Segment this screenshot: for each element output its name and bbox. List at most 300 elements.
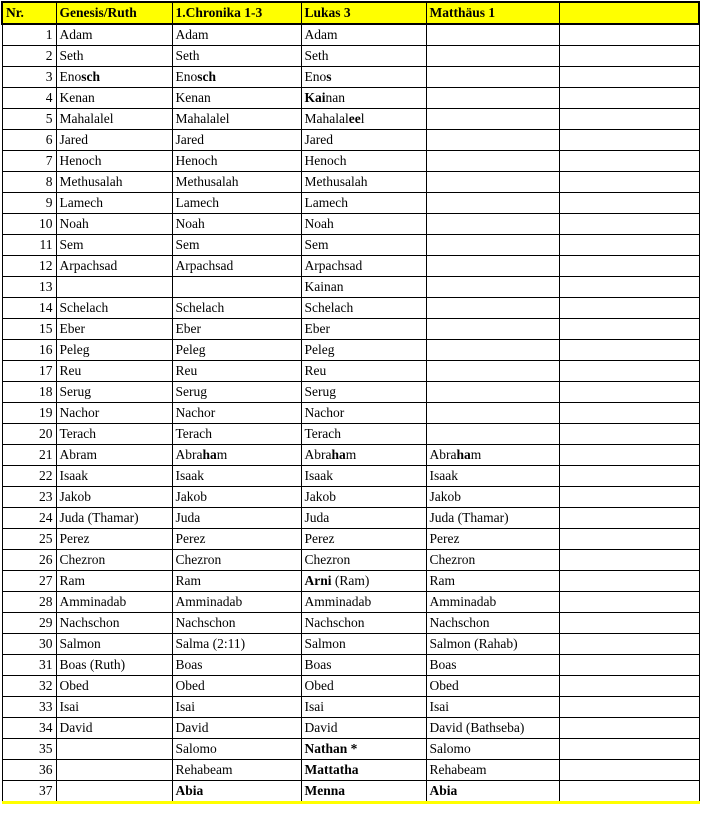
cell-text: ha — [456, 447, 471, 462]
row-number-cell[interactable]: 31 — [2, 655, 56, 676]
cell-text: Salma (2:11) — [175, 636, 246, 651]
chronika-cell[interactable] — [172, 571, 301, 592]
row-number-cell[interactable]: 10 — [2, 214, 56, 235]
cell-text: m — [345, 447, 357, 462]
empty-cell[interactable] — [559, 193, 699, 214]
table-row — [2, 424, 699, 445]
header-nr[interactable]: Nr. — [2, 2, 56, 24]
row-number-cell[interactable]: 18 — [2, 382, 56, 403]
cell-text: Isaak — [304, 468, 333, 483]
chronika-cell[interactable] — [172, 214, 301, 235]
genesis-cell[interactable] — [56, 277, 172, 298]
lukas-cell[interactable] — [301, 781, 426, 803]
empty-cell[interactable] — [559, 655, 699, 676]
genesis-cell[interactable] — [56, 214, 172, 235]
cell-text: Ram — [175, 573, 201, 588]
empty-cell[interactable] — [559, 697, 699, 718]
cell-text: Abia — [175, 783, 204, 798]
chronika-cell[interactable] — [172, 46, 301, 67]
matthaeus-cell[interactable] — [426, 739, 559, 760]
row-number-cell[interactable]: 33 — [2, 697, 56, 718]
cell-text: Obed — [175, 678, 205, 693]
cell-text: Jared — [59, 132, 88, 147]
lukas-cell[interactable] — [301, 613, 426, 634]
genesis-cell[interactable] — [56, 781, 172, 803]
table-row — [2, 697, 699, 718]
matthaeus-cell[interactable] — [426, 466, 559, 487]
row-number-cell[interactable]: 5 — [2, 109, 56, 130]
row-number-cell[interactable]: 28 — [2, 592, 56, 613]
chronika-cell[interactable] — [172, 634, 301, 655]
chronika-cell[interactable] — [172, 697, 301, 718]
empty-cell[interactable] — [559, 214, 699, 235]
cell-text: Abra — [175, 447, 203, 462]
lukas-cell[interactable] — [301, 277, 426, 298]
empty-cell[interactable] — [559, 403, 699, 424]
matthaeus-cell[interactable] — [426, 214, 559, 235]
empty-cell[interactable] — [559, 382, 699, 403]
chronika-cell[interactable] — [172, 655, 301, 676]
matthaeus-cell[interactable] — [426, 571, 559, 592]
row-number-cell[interactable]: 35 — [2, 739, 56, 760]
table-row — [2, 298, 699, 319]
row-number-cell[interactable]: 9 — [2, 193, 56, 214]
matthaeus-cell[interactable] — [426, 529, 559, 550]
row-number-cell[interactable]: 32 — [2, 676, 56, 697]
lukas-cell[interactable] — [301, 361, 426, 382]
chronika-cell[interactable] — [172, 235, 301, 256]
row-number-cell[interactable]: 12 — [2, 256, 56, 277]
matthaeus-cell[interactable] — [426, 298, 559, 319]
genesis-cell[interactable] — [56, 592, 172, 613]
lukas-cell[interactable] — [301, 466, 426, 487]
matthaeus-cell[interactable] — [426, 676, 559, 697]
table-row — [2, 655, 699, 676]
row-number-cell[interactable]: 11 — [2, 235, 56, 256]
empty-cell[interactable] — [559, 424, 699, 445]
chronika-cell[interactable] — [172, 613, 301, 634]
row-number-cell[interactable]: 22 — [2, 466, 56, 487]
empty-cell[interactable] — [559, 508, 699, 529]
genesis-cell[interactable] — [56, 529, 172, 550]
matthaeus-cell[interactable] — [426, 655, 559, 676]
matthaeus-cell[interactable] — [426, 508, 559, 529]
row-number-cell[interactable]: 34 — [2, 718, 56, 739]
matthaeus-cell[interactable] — [426, 319, 559, 340]
genesis-cell[interactable] — [56, 130, 172, 151]
matthaeus-cell[interactable] — [426, 361, 559, 382]
row-number-cell[interactable]: 3 — [2, 67, 56, 88]
lukas-cell[interactable] — [301, 445, 426, 466]
lukas-cell[interactable] — [301, 24, 426, 46]
chronika-cell[interactable] — [172, 151, 301, 172]
genesis-cell[interactable] — [56, 67, 172, 88]
chronika-cell[interactable] — [172, 24, 301, 46]
matthaeus-cell[interactable] — [426, 172, 559, 193]
table-row — [2, 151, 699, 172]
matthaeus-cell[interactable] — [426, 130, 559, 151]
row-number-cell[interactable]: 25 — [2, 529, 56, 550]
empty-cell[interactable] — [559, 361, 699, 382]
matthaeus-cell[interactable] — [426, 193, 559, 214]
cell-text: ha — [202, 447, 217, 462]
table-row — [2, 130, 699, 151]
lukas-cell[interactable] — [301, 235, 426, 256]
matthaeus-cell[interactable] — [426, 235, 559, 256]
lukas-cell[interactable] — [301, 340, 426, 361]
empty-cell[interactable] — [559, 298, 699, 319]
lukas-cell[interactable] — [301, 676, 426, 697]
lukas-cell[interactable] — [301, 67, 426, 88]
genesis-cell[interactable] — [56, 193, 172, 214]
empty-cell[interactable] — [559, 487, 699, 508]
genesis-cell[interactable] — [56, 109, 172, 130]
cell-text: Juda (Thamar) — [59, 510, 139, 525]
cell-text: Ram — [429, 573, 455, 588]
lukas-cell[interactable] — [301, 319, 426, 340]
cell-text: Salmon — [59, 636, 101, 651]
matthaeus-cell[interactable] — [426, 277, 559, 298]
table-row — [2, 214, 699, 235]
row-number-cell[interactable]: 16 — [2, 340, 56, 361]
genesis-cell[interactable] — [56, 466, 172, 487]
genealogy-table — [1, 1, 700, 804]
cell-text: Adam — [59, 27, 93, 42]
genesis-cell[interactable] — [56, 718, 172, 739]
empty-cell[interactable] — [559, 571, 699, 592]
header-genesis-ruth[interactable]: Genesis/Ruth — [56, 2, 172, 24]
lukas-cell[interactable] — [301, 550, 426, 571]
lukas-cell[interactable] — [301, 634, 426, 655]
header-lukas[interactable]: Lukas 3 — [301, 2, 426, 24]
genesis-cell[interactable] — [56, 550, 172, 571]
lukas-cell[interactable] — [301, 46, 426, 67]
empty-cell[interactable] — [559, 340, 699, 361]
row-number-cell[interactable]: 4 — [2, 88, 56, 109]
lukas-cell[interactable] — [301, 130, 426, 151]
genesis-cell[interactable] — [56, 319, 172, 340]
cell-text: l — [360, 111, 365, 126]
matthaeus-cell[interactable] — [426, 781, 559, 803]
empty-cell[interactable] — [559, 634, 699, 655]
cell-text: Seth — [304, 48, 329, 63]
empty-cell[interactable] — [559, 88, 699, 109]
header-chronika[interactable]: 1.Chronika 1-3 — [172, 2, 301, 24]
lukas-cell[interactable] — [301, 109, 426, 130]
empty-cell[interactable] — [559, 319, 699, 340]
matthaeus-cell[interactable] — [426, 403, 559, 424]
empty-cell[interactable] — [559, 235, 699, 256]
matthaeus-cell[interactable] — [426, 634, 559, 655]
genesis-cell[interactable] — [56, 634, 172, 655]
chronika-cell[interactable] — [172, 109, 301, 130]
lukas-cell[interactable] — [301, 592, 426, 613]
chronika-cell[interactable] — [172, 508, 301, 529]
table-row — [2, 760, 699, 781]
cell-text: Peleg — [304, 342, 335, 357]
genesis-cell[interactable] — [56, 235, 172, 256]
chronika-cell[interactable] — [172, 67, 301, 88]
chronika-cell[interactable] — [172, 781, 301, 803]
lukas-cell[interactable] — [301, 571, 426, 592]
lukas-cell[interactable] — [301, 697, 426, 718]
matthaeus-cell[interactable] — [426, 46, 559, 67]
table-row — [2, 235, 699, 256]
matthaeus-cell[interactable] — [426, 445, 559, 466]
empty-cell[interactable] — [559, 466, 699, 487]
chronika-cell[interactable] — [172, 676, 301, 697]
empty-cell[interactable] — [559, 67, 699, 88]
lukas-cell[interactable] — [301, 718, 426, 739]
chronika-cell[interactable] — [172, 340, 301, 361]
lukas-cell[interactable] — [301, 382, 426, 403]
chronika-cell[interactable] — [172, 172, 301, 193]
empty-cell[interactable] — [559, 550, 699, 571]
chronika-cell[interactable] — [172, 718, 301, 739]
cell-text: Salmon — [304, 636, 346, 651]
table-row — [2, 739, 699, 760]
empty-cell[interactable] — [559, 739, 699, 760]
chronika-cell[interactable] — [172, 403, 301, 424]
empty-cell[interactable] — [559, 277, 699, 298]
cell-text: Eno — [59, 69, 82, 84]
table-row — [2, 529, 699, 550]
lukas-cell[interactable] — [301, 88, 426, 109]
row-number-cell[interactable]: 6 — [2, 130, 56, 151]
genesis-cell[interactable] — [56, 24, 172, 46]
empty-cell[interactable] — [559, 760, 699, 781]
lukas-cell[interactable] — [301, 256, 426, 277]
table-row — [2, 24, 699, 46]
empty-cell[interactable] — [559, 130, 699, 151]
genesis-cell[interactable] — [56, 151, 172, 172]
lukas-cell[interactable] — [301, 487, 426, 508]
cell-text: Nachschon — [175, 615, 236, 630]
chronika-cell[interactable] — [172, 193, 301, 214]
genesis-cell[interactable] — [56, 760, 172, 781]
row-number-cell[interactable]: 37 — [2, 781, 56, 803]
cell-text: Terach — [175, 426, 213, 441]
empty-cell[interactable] — [559, 781, 699, 803]
lukas-cell[interactable] — [301, 739, 426, 760]
row-number-cell[interactable]: 23 — [2, 487, 56, 508]
cell-text: Chezron — [429, 552, 476, 567]
empty-cell[interactable] — [559, 529, 699, 550]
chronika-cell[interactable] — [172, 466, 301, 487]
genesis-cell[interactable] — [56, 613, 172, 634]
chronika-cell[interactable] — [172, 298, 301, 319]
chronika-cell[interactable] — [172, 487, 301, 508]
row-number-cell[interactable]: 15 — [2, 319, 56, 340]
cell-text: Eber — [304, 321, 330, 336]
empty-cell[interactable] — [559, 592, 699, 613]
cell-text: Chezron — [175, 552, 222, 567]
genesis-cell[interactable] — [56, 697, 172, 718]
cell-text: Henoch — [304, 153, 347, 168]
matthaeus-cell[interactable] — [426, 24, 559, 46]
cell-text: Abia — [429, 783, 458, 798]
lukas-cell[interactable] — [301, 424, 426, 445]
empty-cell[interactable] — [559, 172, 699, 193]
row-number-cell[interactable]: 21 — [2, 445, 56, 466]
lukas-cell[interactable] — [301, 508, 426, 529]
cell-text: Boas — [304, 657, 332, 672]
lukas-cell[interactable] — [301, 655, 426, 676]
cell-text: Menna — [304, 783, 345, 798]
lukas-cell[interactable] — [301, 214, 426, 235]
row-number-cell[interactable]: 29 — [2, 613, 56, 634]
matthaeus-cell[interactable] — [426, 151, 559, 172]
row-number-cell[interactable]: 7 — [2, 151, 56, 172]
lukas-cell[interactable] — [301, 529, 426, 550]
row-number-cell[interactable]: 17 — [2, 361, 56, 382]
matthaeus-cell[interactable] — [426, 424, 559, 445]
chronika-cell[interactable] — [172, 739, 301, 760]
chronika-cell[interactable] — [172, 277, 301, 298]
cell-text: Ram — [59, 573, 85, 588]
row-number-cell[interactable]: 20 — [2, 424, 56, 445]
chronika-cell[interactable] — [172, 130, 301, 151]
cell-text: Peleg — [59, 342, 90, 357]
chronika-cell[interactable] — [172, 319, 301, 340]
table-row — [2, 361, 699, 382]
matthaeus-cell[interactable] — [426, 487, 559, 508]
genesis-cell[interactable] — [56, 256, 172, 277]
header-matthaeus[interactable]: Matthäus 1 — [426, 2, 559, 24]
matthaeus-cell[interactable] — [426, 550, 559, 571]
cell-text: Peleg — [175, 342, 206, 357]
lukas-cell[interactable] — [301, 193, 426, 214]
cell-text: Eno — [304, 69, 327, 84]
cell-text: Mattatha — [304, 762, 359, 777]
empty-cell[interactable] — [559, 445, 699, 466]
cell-text: Nathan * — [304, 741, 358, 756]
matthaeus-cell[interactable] — [426, 88, 559, 109]
row-number-cell[interactable]: 26 — [2, 550, 56, 571]
chronika-cell[interactable] — [172, 445, 301, 466]
chronika-cell[interactable] — [172, 424, 301, 445]
matthaeus-cell[interactable] — [426, 697, 559, 718]
empty-cell[interactable] — [559, 24, 699, 46]
empty-cell[interactable] — [559, 613, 699, 634]
row-number-cell[interactable]: 13 — [2, 277, 56, 298]
genesis-cell[interactable] — [56, 739, 172, 760]
chronika-cell[interactable] — [172, 88, 301, 109]
genesis-cell[interactable] — [56, 361, 172, 382]
genesis-cell[interactable] — [56, 655, 172, 676]
table-row — [2, 277, 699, 298]
genesis-cell[interactable] — [56, 88, 172, 109]
genesis-cell[interactable] — [56, 571, 172, 592]
table-row — [2, 256, 699, 277]
cell-text: Obed — [429, 678, 459, 693]
genesis-cell[interactable] — [56, 403, 172, 424]
row-number-cell[interactable]: 30 — [2, 634, 56, 655]
empty-cell[interactable] — [559, 718, 699, 739]
cell-text: Perez — [304, 531, 335, 546]
table-row — [2, 718, 699, 739]
matthaeus-cell[interactable] — [426, 256, 559, 277]
row-number-cell[interactable]: 27 — [2, 571, 56, 592]
cell-text: Mahalalel — [59, 111, 114, 126]
table-row — [2, 550, 699, 571]
lukas-cell[interactable] — [301, 151, 426, 172]
matthaeus-cell[interactable] — [426, 340, 559, 361]
genesis-cell[interactable] — [56, 508, 172, 529]
cell-text: Eber — [59, 321, 85, 336]
cell-text: Terach — [59, 426, 97, 441]
matthaeus-cell[interactable] — [426, 109, 559, 130]
genesis-cell[interactable] — [56, 46, 172, 67]
matthaeus-cell[interactable] — [426, 760, 559, 781]
empty-cell[interactable] — [559, 676, 699, 697]
genesis-cell[interactable] — [56, 298, 172, 319]
cell-text: Noah — [59, 216, 89, 231]
empty-cell[interactable] — [559, 256, 699, 277]
empty-cell[interactable] — [559, 109, 699, 130]
cell-text: Arpachsad — [59, 258, 118, 273]
matthaeus-cell[interactable] — [426, 382, 559, 403]
cell-text: Perez — [429, 531, 460, 546]
chronika-cell[interactable] — [172, 550, 301, 571]
cell-text: Methusalah — [175, 174, 239, 189]
genesis-cell[interactable] — [56, 424, 172, 445]
row-number-cell[interactable]: 14 — [2, 298, 56, 319]
chronika-cell[interactable] — [172, 256, 301, 277]
matthaeus-cell[interactable] — [426, 718, 559, 739]
genesis-cell[interactable] — [56, 445, 172, 466]
lukas-cell[interactable] — [301, 403, 426, 424]
chronika-cell[interactable] — [172, 382, 301, 403]
genesis-cell[interactable] — [56, 382, 172, 403]
cell-text: Serug — [175, 384, 207, 399]
cell-text: Isaak — [429, 468, 458, 483]
cell-text: Seth — [59, 48, 84, 63]
matthaeus-cell[interactable] — [426, 67, 559, 88]
matthaeus-cell[interactable] — [426, 613, 559, 634]
row-number-cell[interactable]: 36 — [2, 760, 56, 781]
lukas-cell[interactable] — [301, 172, 426, 193]
genesis-cell[interactable] — [56, 487, 172, 508]
lukas-cell[interactable] — [301, 298, 426, 319]
row-number-cell[interactable]: 19 — [2, 403, 56, 424]
table-row — [2, 781, 699, 803]
chronika-cell[interactable] — [172, 529, 301, 550]
cell-text: Reu — [175, 363, 198, 378]
matthaeus-cell[interactable] — [426, 592, 559, 613]
cell-text: Henoch — [175, 153, 218, 168]
row-number-cell[interactable]: 2 — [2, 46, 56, 67]
cell-text: Adam — [175, 27, 209, 42]
empty-cell[interactable] — [559, 46, 699, 67]
cell-text: Abram — [59, 447, 97, 462]
header-empty[interactable] — [559, 2, 699, 24]
lukas-cell[interactable] — [301, 760, 426, 781]
cell-text: Boas — [429, 657, 457, 672]
row-number-cell[interactable]: 24 — [2, 508, 56, 529]
chronika-cell[interactable] — [172, 361, 301, 382]
empty-cell[interactable] — [559, 151, 699, 172]
row-number-cell[interactable]: 8 — [2, 172, 56, 193]
genesis-cell[interactable] — [56, 676, 172, 697]
chronika-cell[interactable] — [172, 760, 301, 781]
genesis-cell[interactable] — [56, 340, 172, 361]
row-number-cell[interactable]: 1 — [2, 24, 56, 46]
table-row — [2, 340, 699, 361]
cell-text: Perez — [59, 531, 90, 546]
genesis-cell[interactable] — [56, 172, 172, 193]
chronika-cell[interactable] — [172, 592, 301, 613]
